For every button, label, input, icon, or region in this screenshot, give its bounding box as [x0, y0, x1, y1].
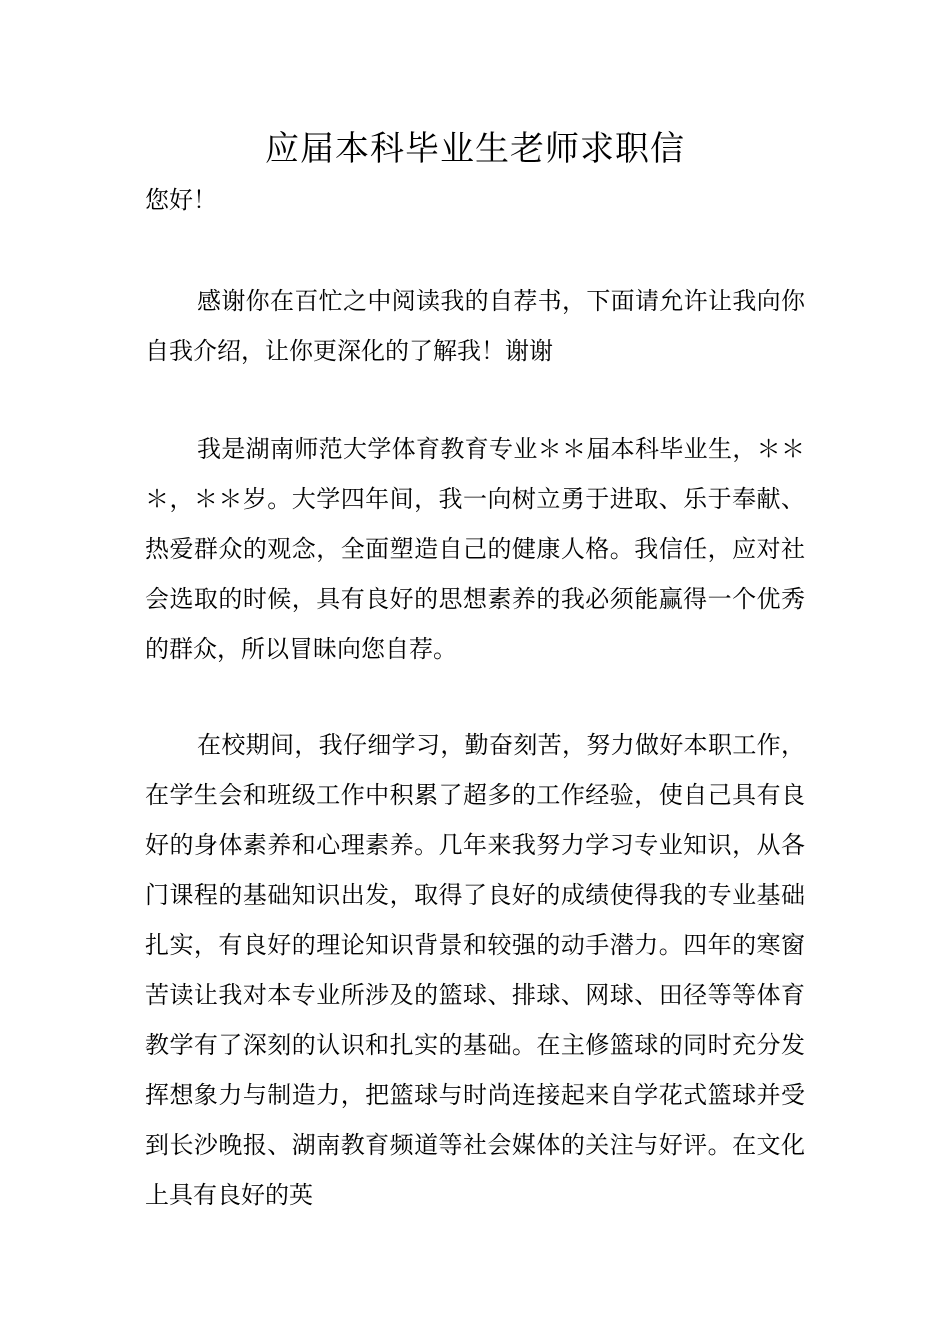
paragraph-thanks: 感谢你在百忙之中阅读我的自荐书，下面请允许让我向你自我介绍，让你更深化的了解我！谢谢	[145, 287, 805, 365]
greeting-line: 您好！	[145, 186, 217, 214]
paragraph-school-experience: 在校期间，我仔细学习，勤奋刻苦，努力做好本职工作，在学生会和班级工作中积累了超多的工作经验，使自己具有良好的身体素养和心理素养。几年来我努力学习专业知识，从各门课程的基础知识出发，取得了良好的成绩使得我的专业基础扎实，有良好的理论知识背景和较强的动手潜力。四年的寒窗苦读让我对本专业所涉及的篮球、排球、网球、田径等等体育教学有了深刻的认识和扎实的基础。在主修篮球的同时充分发挥想象力与制造力，把篮球与时尚连接起来自学花式篮球并受到长沙晚报、湖南教育频道等社会媒体的关注与好评。在文化上具有良好的英	[145, 731, 805, 1209]
document-title: 应届本科毕业生老师求职信	[265, 129, 685, 169]
paragraph-introduction: 我是湖南师范大学体育教育专业＊＊届本科毕业生，＊＊＊，＊＊岁。大学四年间，我一向树立勇于进取、乐于奉献、热爱群众的观念，全面塑造自己的健康人格。我信任，应对社会选取的时候，具有良好的思想素养的我必须能赢得一个优秀的群众，所以冒昧向您自荐。	[145, 435, 805, 663]
